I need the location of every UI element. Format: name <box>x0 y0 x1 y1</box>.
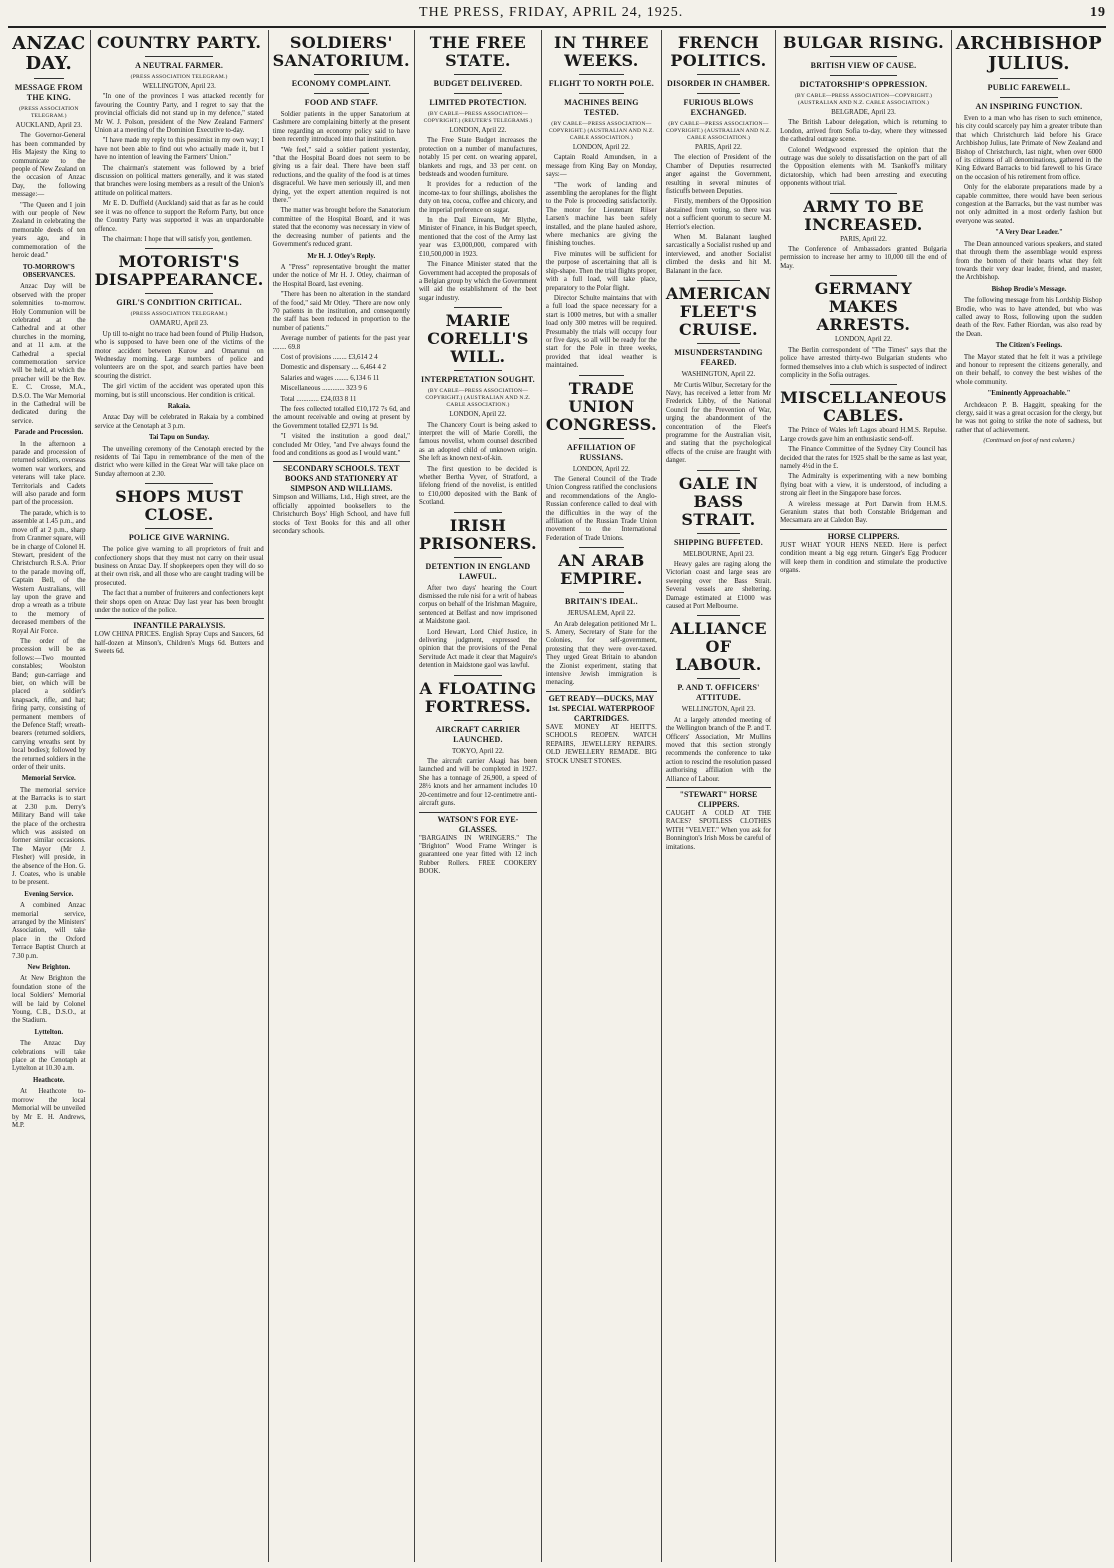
article-paragraph: The Berlin correspondent of "The Times" says that the police have arrested thirty-two Bulgarian students who formed themselves into a club which is suspected of indirect complicity in the Sofia outrages. <box>780 346 947 379</box>
article-paragraph: Only for the elaborate preparations made by a capable committee, there would have been serious congestion at the Barracks, but the vast number was not only admitted in a most orderly fashion but everyone was seated. <box>955 184 1102 225</box>
article-headline: ANZAC DAY. <box>12 33 86 74</box>
ad-text: "BARGAINS IN WRINGERS." The "Brighton" Wood Frame Wringer is guaranteed one year fitted with 12 inch Rubber Rollers. FREE COOKERY BOOK. <box>418 834 537 876</box>
article-headline: MISCELLANEOUS CABLES. <box>780 388 947 426</box>
article-subhead: GIRL'S CONDITION CRITICAL. <box>116 298 242 308</box>
article-paragraph: The fact that a number of fruiterers and confectioners kept their shops open on Anzac Day last year has been brought under the notice of the police. <box>94 590 264 615</box>
article-subhead: FOOD AND STAFF. <box>304 98 378 107</box>
article-body <box>780 347 947 381</box>
headline-rule <box>830 56 897 57</box>
article-body <box>419 422 537 508</box>
article-subhead: BUDGET DELIVERED. <box>433 79 523 88</box>
article-paragraph: "There has been no alteration in the standard of the food," said Mr Otley. "There are now only 70 patients in the institution, and consequently the staff has been reduced in proportion to the number of patients." <box>272 291 410 332</box>
headline-rule <box>145 293 213 294</box>
article-headline: FRENCH POLITICS. <box>670 33 767 70</box>
article-subhead: POLICE GIVE WARNING. <box>128 533 230 543</box>
article-dateline: JERUSALEM, April 22. <box>567 610 636 618</box>
article-dateline: AUCKLAND, April 23. <box>15 122 83 129</box>
article-paragraph: The election of President of the Chamber of Deputies resurrected anger against the Government, resulting in several minutes of fisticuffs between Deputies. <box>665 154 772 196</box>
ad-heading: SECONDARY SCHOOLS. TEXT BOOKS AND STATIONERY AT SIMPSON AND WILLIAMS. <box>283 464 400 494</box>
article-headline: ARMY TO BE INCREASED. <box>803 196 924 234</box>
newspaper-column <box>8 30 91 1562</box>
article-headline: MARIE CORELLI'S WILL. <box>427 311 529 367</box>
article-headline: ALLIANCE OF LABOUR. <box>670 619 767 675</box>
section-subhead: Tai Tapu on Sunday. <box>148 434 210 442</box>
article-body <box>95 93 264 244</box>
article-paragraph: Mr E. D. Duffield (Auckland) said that as far as he could see it was no offence to support the Reform Party, but once the Country Party was supported it was an unpardonable offence. <box>94 200 264 233</box>
article-paragraph: The Anzac Day celebrations will take place at the Cenotaph at Lyttelton at 10.30 a.m. <box>12 1040 86 1073</box>
article-paragraph: The Finance Committee of the Sydney City Council has decided that the rates for 1925 shall be the same as last year, namely 4½d in the £. <box>780 446 947 470</box>
wire-credit: (PRESS ASSOCIATION TELEGRAM.) <box>18 106 79 119</box>
article-paragraph: The parade, which is to assemble at 1.45 p.m., and move off at 2 p.m., sharp from Cranmer square, will be in charge of Colonel H. Stewart, president of the Christchurch R.S.A. Prior to the parade moving off, Captain Bell, of the Western Australians, will lay upon the grave and drop a wreath as a tribute to the memory of deceased members of the Royal Air Force. <box>12 509 86 635</box>
article-paragraph: "In one of the provinces I was attacked recently for favouring the Country Party, and I regret to say that the provincial officials did not stand up in my defence," stated Mr W. J. Polson, president of the New Zealand Farmers' Union at a meeting of the Dominion Executive to-day. <box>94 93 264 135</box>
newspaper-column <box>91 30 269 1562</box>
article-paragraph: Heavy gales are raging along the Victorian coast and large seas are sweeping over the Bass Strait. Several vessels are sheltering. Damage estimated at £1000 was caused at Port Melbourne. <box>665 560 772 610</box>
article-subhead: AN INSPIRING FUNCTION. <box>975 102 1083 111</box>
classified-ad <box>780 529 947 576</box>
article-subhead: DISORDER IN CHAMBER. <box>667 79 770 88</box>
section-rule <box>145 483 213 484</box>
newspaper-column <box>662 30 776 1562</box>
ad-heading: WATSON'S FOR EYE-GLASSES. <box>437 814 519 834</box>
article-headline: SOLDIERS' SANATORIUM. <box>272 33 410 70</box>
article-body <box>666 561 771 611</box>
section-rule <box>454 675 501 676</box>
article-dateline: LONDON, April 22. <box>449 411 507 419</box>
article-paragraph: Miscellaneous ............. 323 9 6 <box>280 385 367 393</box>
headline-rule <box>1000 78 1058 79</box>
section-subhead: Rakaia. <box>167 402 191 410</box>
section-rule <box>830 275 897 276</box>
section-subhead: Parade and Procession. <box>14 429 84 437</box>
article-subhead: FLIGHT TO NORTH POLE. <box>548 79 655 88</box>
article-body <box>273 111 410 458</box>
article-body <box>546 621 657 688</box>
article-dateline: OAMARU, April 23. <box>149 320 209 328</box>
article-paragraph: The unveiling ceremony of the Cenotaph erected by the residents of Tai Tapu in remembrance of the men of the district who were killed in the Great War will take place on Sunday afternoon at 2.30. <box>94 445 264 478</box>
article-paragraph: The fees collected totalled £10,172 7s 6d, and the amount receivable and owing at present by the Government totalled £2,971 1s 9d. <box>272 406 410 430</box>
article-paragraph: At Heathcote to-morrow the local Memorial will be unveiled by Mr E. H. Andrews, M.P. <box>12 1088 86 1129</box>
article-subhead: MESSAGE FROM THE KING. <box>14 83 83 102</box>
article-subhead: AFFILIATION OF RUSSIANS. <box>567 442 636 462</box>
article-subhead: MISUNDERSTANDING FEARED. <box>674 348 763 368</box>
article-paragraph: The chairman's statement was followed by a brief discussion on political matters generally, and it was stated that branches were losing members as a result of the Union's attitude on political matters. <box>94 164 264 197</box>
article-paragraph: Five minutes will be sufficient for the purpose of ascertaining that all is ship-shape. Then the trial flights proper, with a full load, will take place, preparatory to the Polar flight. <box>545 250 657 292</box>
article-paragraph: Colonel Wedgwood expressed the opinion that the outrage was due solely to dissatisfaction on the part of all the Opposition elements with M. Tsankoff's military dictatorship, which had been arresting and executing opponents without trial. <box>780 146 947 188</box>
ad-heading: "STEWART" HORSE CLIPPERS. <box>679 790 758 810</box>
article-paragraph: The Chancery Court is being asked to interpret the will of Marie Corelli, the famous novelist, whom counsel described as an adopted child of unknown origin. She left as known next-of-kin. <box>418 421 537 463</box>
article-paragraph: Anzac Day will be celebrated in Rakaia by a combined service at the Cenotaph at 3 p.m. <box>94 414 264 430</box>
article-body <box>780 119 947 188</box>
article-body <box>546 476 657 543</box>
article-paragraph: At a largely attended meeting of the Wellington branch of the P. and T. Officers' Association, Mr Mullins moved that this section strongly recommends the conference to take action to rescind the resolution passed authorising affiliation with the Alliance of Labour. <box>665 716 772 783</box>
article-paragraph: The Free State Budget increases the protection on a number of manufactures, notably 15 per cent. on wearing apparel, blankets and rugs, and 33 per cent. on bedsteads and wooden furniture. <box>418 137 537 179</box>
article-dateline: MELBOURNE, April 23. <box>683 550 754 558</box>
article-body <box>419 585 537 671</box>
column-grid <box>8 30 1106 1562</box>
article-subhead: ECONOMY COMPLAINT. <box>291 79 391 88</box>
classified-ad <box>95 618 264 656</box>
headline-rule <box>697 74 739 75</box>
article-paragraph: Up till to-night no trace had been found of Philip Hudson, who is supposed to have been one of the victims of the motor accident between Kurow and Omarunui on Wednesday morning. Large numbers of police and volunteers are on the spot, and search parties have been scouring the district. <box>94 330 264 380</box>
article-dateline: LONDON, April 22. <box>572 465 630 473</box>
article-body <box>780 246 947 271</box>
article-paragraph: Domestic and dispensary .... 6,464 4 2 <box>280 364 387 372</box>
section-subhead: TO-MORROW'S OBSERVANCES. <box>22 263 75 279</box>
headline-rule <box>697 678 739 679</box>
article-dateline: TOKYO, April 22. <box>451 747 504 755</box>
wire-credit: (BY CABLE—PRESS ASSOCIATION—COPYRIGHT.) (AUSTRALIAN AND N.Z. CABLE ASSOCIATION.) <box>425 388 531 409</box>
article-paragraph: The chairman: I hope that will satisfy you, gentlemen. <box>102 235 252 243</box>
ad-text: SAVE MONEY AT HEITT'S. SCHOOLS REOPEN. WATCH REPAIRS, JEWELLERY REPAIRS. OLD JEWELLERY REMADE. BIG STOCK UNSET STONES. <box>545 723 657 765</box>
article-paragraph: The General Council of the Trade Union Congress ratified the conclusions and recommendations of the Anglo-Russian conference called to deal with the difficulties in the way of the affiliation of the Russian Trade Union movement to the International Federation of Trade Unions. <box>545 475 657 542</box>
article-subhead: MACHINES BEING TESTED. <box>564 98 639 117</box>
section-rule <box>697 615 739 616</box>
section-subhead: New Brighton. <box>27 964 71 971</box>
article-paragraph: The first question to be decided is whether Bertha Vyver, of Stratford, a lifelong friend of the novelist, is entitled to £10,000 deposited with the Bank of Scotland. <box>418 465 537 507</box>
article-paragraph: In the Dail Eireann, Mr Blythe, Minister of Finance, in his Budget speech, mentioned that the cost of the Army last year was £3,000,000, compared with £10,500,000 in 1923. <box>418 217 537 258</box>
headline-rule <box>34 78 63 79</box>
article-body <box>12 132 86 1130</box>
headline-rule <box>454 720 501 721</box>
article-paragraph: Soldier patients in the upper Sanatorium at Cashmere are complaining bitterly at the present time regarding an economy policy said to have been recently introduced into that institution. <box>272 111 410 144</box>
headline-rule <box>454 74 501 75</box>
article-paragraph: The matter was brought before the Sanatorium committee of the Hospital Board, and it was stated that the economy was necessary in view of the decreasing number of patients and the Government's reduced grant. <box>272 207 410 249</box>
article-body <box>666 154 771 276</box>
article-headline: BULGAR RISING. <box>783 33 944 52</box>
article-headline: MOTORIST'S DISAPPEARANCE. <box>94 252 264 290</box>
article-dateline: WASHINGTON, April 22. <box>681 371 756 379</box>
ad-text: JUST WHAT YOUR HENS NEED. Here is perfect condition meant a big egg return. Ginger's Egg Producer will keep them in condition and stimulate the productive organs. <box>780 541 947 574</box>
section-subhead: Memorial Service. <box>21 775 76 783</box>
masthead <box>8 0 1106 28</box>
article-body <box>95 546 264 615</box>
article-paragraph: Lord Hewart, Lord Chief Justice, in delivering judgment, expressed the opinion that the provisions of the Penal Servitude Act made it clear that Maguire's detention in Maidstone gaol was lawful. <box>418 628 537 670</box>
wire-credit: (BY CABLE—PRESS ASSOCIATION—COPYRIGHT.) (AUSTRALIAN AND N.Z. CABLE ASSOCIATION.) <box>548 121 654 141</box>
article-subhead: FURIOUS BLOWS EXCHANGED. <box>683 98 754 117</box>
section-rule <box>579 547 623 548</box>
article-subhead: PUBLIC FAREWELL. <box>987 83 1071 92</box>
headline-rule <box>145 528 213 529</box>
section-rule <box>454 512 501 513</box>
section-subhead: Lyttelton. <box>34 1028 64 1036</box>
section-rule <box>830 193 897 194</box>
article-paragraph: "We feel," said a soldier patient yesterday, "that the Hospital Board does not seem to be giving us a fair deal. There have been staff reductions, and the quality of the food is at times disgraceful. We have men seriously ill, and men dying, yet the expert attention required is not there." <box>272 146 410 205</box>
headline-rule <box>579 438 623 439</box>
ad-text: Simpson and Williams, Ltd., High street, are the officially appointed booksellers to the Christchurch Boys' High School, and have full stocks of Text Books for this and all other secondary schools. <box>272 494 410 536</box>
headline-rule <box>697 343 739 344</box>
section-subhead: Mr H. J. Otley's Reply. <box>307 252 376 260</box>
section-subhead: Evening Service. <box>24 890 74 898</box>
article-headline: AN ARAB EMPIRE. <box>558 551 645 589</box>
section-subhead: "A Very Dear Leader." <box>995 229 1063 237</box>
headline-rule <box>830 75 897 76</box>
masthead-filler <box>8 5 12 21</box>
article-body <box>666 717 771 784</box>
section-subhead: "Eminently Approachable." <box>987 390 1071 398</box>
article-subhead: SHIPPING BUFFETED. <box>673 537 763 547</box>
headline-rule <box>579 93 623 94</box>
article-paragraph: A "Press" representative brought the matter under the notice of Mr H. J. Otley, chairman of the Hospital Board, last evening. <box>272 263 410 288</box>
article-dateline: LONDON, April 22. <box>449 127 507 134</box>
article-paragraph: Firstly, members of the Opposition abstained from voting, so there was not a sufficient quorum to secure M. Herriot's election. <box>665 198 772 231</box>
article-paragraph: A combined Anzac memorial service, arranged by the Ministers' Association, will take place in the Oxford Terrace Baptist Church at 7.30 p.m. <box>12 902 86 960</box>
section-rule <box>579 375 623 376</box>
article-body <box>546 154 657 370</box>
article-paragraph: After two days' hearing the Court dismissed the rule nisi for a writ of habeas corpus on behalf of the Irishman Maguire, sentenced at Belfast and now imprisoned at Maidstone gaol. <box>418 584 537 626</box>
article-headline: THE FREE STATE. <box>429 33 527 70</box>
article-paragraph: The aircraft carrier Akagi has been launched and will be completed in 1927. She has a tonnage of 26,900, a speed of 28½ knots and her armament includes 10 20-centimetre and four 12-centimetre anti-aircraft guns. <box>418 758 537 808</box>
ad-text: LOW CHINA PRICES. English Spray Cups and Saucers, 6d half-dozen at Minson's, Children's Mugs 6d. Butters and Sweets 6d. <box>94 631 264 656</box>
article-paragraph: The Prince of Wales left Lagos aboard H.M.S. Repulse. Large crowds gave him an enthusiastic send-off. <box>780 427 947 443</box>
article-subhead: BRITAIN'S IDEAL. <box>564 597 638 607</box>
headline-rule <box>145 56 213 57</box>
article-paragraph: "The work of landing and assembling the aeroplanes for the flight to the Pole is proceeding satisfactorily. The motor for Lieutenant Riiser Larsen's machine has been safely installed, and the plane hauled ashore, where mechanics are giving the finishing touches. <box>545 181 657 248</box>
article-paragraph: The Mayor stated that he felt it was a privilege and honour to represent the citizens generally, and on their behalf, to convey the best wishes of the whole community. <box>955 353 1102 386</box>
headline-rule <box>454 557 501 558</box>
classified-ad <box>419 812 537 877</box>
article-paragraph: An Arab delegation petitioned Mr L. S. Amery, Secretary of State for the Colonies, for self-government, protesting that they were over-taxed. They urged Great Britain to abandon the Zionist experiment, stating that intensive Jewish immigration is menacing. <box>545 620 657 687</box>
article-subhead: P. AND T. OFFICERS' ATTITUDE. <box>677 683 760 703</box>
ad-text: CAUGHT A COLD AT THE RACES? SPOTLESS CLOTHES WITH "VELVET." When you ask for Bonnington's Irish Moss be careful of imitations. <box>665 810 772 851</box>
headline-rule <box>579 74 623 75</box>
page-number: 19 <box>1090 5 1106 20</box>
article-dateline: LONDON, April 22. <box>572 144 630 151</box>
article-paragraph: Mr Curtis Wilbur, Secretary for the Navy, has received a letter from Mr Frederick Libby, of the National Council for the Prevention of War, urging the abandonment of the concentration of the Fleet's programme for the Australian visit, and stating that the psychological effects of the cruise are fraught with danger. <box>665 381 772 465</box>
classified-ad <box>546 691 657 766</box>
article-body <box>956 115 1102 435</box>
article-paragraph: A wireless message at Port Darwin from H.M.S. Geranium states that both Constable Bridgeman and Mecsamara are at Caledon Bay. <box>780 500 947 525</box>
article-body <box>95 331 264 480</box>
section-subhead: Heathcote. <box>33 1076 65 1084</box>
article-subhead: DETENTION IN ENGLAND LAWFUL. <box>425 561 531 581</box>
article-subhead: AIRCRAFT CARRIER LAUNCHED. <box>435 724 521 744</box>
newspaper-column <box>776 30 952 1562</box>
article-paragraph: Archdeacon P. B. Haggitt, speaking for the clergy, said it was a great occasion for the clergy, but he was not going to strike the note of sadness, but rather that of achievement. <box>955 401 1102 434</box>
article-subhead: INTERPRETATION SOUGHT. <box>421 375 535 385</box>
newspaper-column <box>952 30 1106 1562</box>
article-paragraph: At New Brighton the foundation stone of the local Soldiers' Memorial will be laid by Colonel Young, C.B., D.S.O., at the Stadium. <box>12 975 86 1025</box>
wire-credit: (BY CABLE—PRESS ASSOCIATION—COPYRIGHT.) (REUTER'S TELEGRAMS.) <box>423 111 533 124</box>
ad-heading: HORSE CLIPPERS. <box>827 531 900 541</box>
article-paragraph: Total ............. £24,033 8 11 <box>280 395 357 403</box>
section-rule <box>697 470 739 471</box>
article-paragraph: Average number of patients for the past year ........ 69.8 <box>272 335 410 351</box>
ad-heading: INFANTILE PARALYSIS. <box>133 621 226 631</box>
section-subhead: Bishop Brodie's Message. <box>991 285 1067 293</box>
article-subhead: DICTATORSHIP'S OPPRESSION. <box>799 80 928 89</box>
article-paragraph: Captain Roald Amundsen, in a message from King Bay on Monday, says:— <box>545 154 657 179</box>
article-subhead: LIMITED PROTECTION. <box>429 98 527 107</box>
headline-rule <box>454 93 501 94</box>
classified-ad <box>273 461 410 536</box>
article-dateline: PARIS, April 22. <box>695 144 742 151</box>
article-paragraph: The following message from his Lordship Bishop Brodie, who was to have attended, but who was called away to Ross, following upon the sudden death of the Rev. Father Riordan, was also read by the Dean. <box>955 297 1102 338</box>
article-body <box>419 758 537 808</box>
article-body <box>780 427 947 525</box>
newspaper-column <box>542 30 662 1562</box>
article-dateline: PARIS, April 22. <box>840 235 887 243</box>
article-paragraph: "I have made my reply to this pessimist in my own way; I have not been able to find out who actually made it, but I have no intention of leaving the Farmers' Union." <box>94 137 264 162</box>
newspaper-column <box>269 30 415 1562</box>
article-headline: IN THREE WEEKS. <box>553 33 649 70</box>
article-headline: IRISH PRISONERS. <box>418 515 537 553</box>
article-paragraph: The Admiralty is experimenting with a new bombing flying boat with a view, it is understood, of including a strong air fleet in the Singapore base forces. <box>780 473 947 498</box>
article-paragraph: The Finance Minister stated that the Government had accepted the proposals of a Belgian group by which the Government will aid the establishment of the beet sugar industry. <box>418 261 537 302</box>
article-headline: ARCHBISHOP JULIUS. <box>955 33 1102 74</box>
wire-credit: (BY CABLE—PRESS ASSOCIATION—COPYRIGHT.) (AUSTRALIAN AND N.Z. CABLE ASSOCIATION.) <box>794 93 933 106</box>
article-subhead: A NEUTRAL FARMER. <box>135 61 224 70</box>
article-paragraph: "I visited the institution a good deal," concluded Mr Otley, "and I've always found the food and conditions as good as I would want." <box>272 433 410 458</box>
article-paragraph: The Conference of Ambassadors granted Bulgaria permission to increase her army to 10,000 till the end of May. <box>780 246 947 270</box>
article-paragraph: Even to a man who has risen to such eminence, his city could scarcely pay him a greater tribute than that which Christchurch laid before his Grace Archbishop Julius, late Primate of New Zealand and Bishop of Christchurch, last night, when over 6000 of its citizens of all denominations, gathered in the King Edward Barracks to bid farewell to his Grace on the occasion of his retirement from office. <box>955 115 1102 181</box>
section-rule <box>454 307 501 308</box>
article-paragraph: Salaries and wages ........ 6,134 6 11 <box>280 374 380 382</box>
headline-rule <box>697 533 739 534</box>
wire-credit: (BY CABLE—PRESS ASSOCIATION—COPYRIGHT.) (AUSTRALIAN AND N.Z. CABLE ASSOCIATION.) <box>665 121 772 141</box>
article-paragraph: Cost of provisions ........ £3,614 2 4 <box>280 353 378 361</box>
article-dateline: WELLINGTON, April 23. <box>142 83 216 90</box>
headline-rule <box>1000 97 1058 98</box>
article-paragraph: Anzac Day will be observed with the proper solemnities to-morrow. Holy Communion will be celebrated at the Cathedral and at other churches in the morning, and at 11 a.m. at the Cathedral a special commemoration service will be held, at which the preacher will be the Rev. E. C. Crosse, M.A., D.S.O. The War Memorial in the Cathedral will be dedicated during the service. <box>12 283 86 425</box>
article-body <box>419 137 537 303</box>
article-headline: SHOPS MUST CLOSE. <box>115 487 244 525</box>
article-dateline: WELLINGTON, April 23. <box>681 706 756 714</box>
headline-rule <box>314 74 369 75</box>
article-headline: GALE IN BASS STRAIT. <box>678 473 759 529</box>
masthead-title: THE PRESS, FRIDAY, APRIL 24, 1925. <box>419 5 684 20</box>
article-paragraph: The Dean announced various speakers, and stated that through them the assemblage would express from the bottom of their hearts what they felt towards their very dear leader, friend, and master, the Archbishop. <box>955 240 1102 282</box>
article-paragraph: The memorial service at the Barracks is to start at 2.30 p.m. Derry's Military Band will take the place of the orchestra which was assisted on former similar occasions. The Mayor (Mr J. Flesher) will preside, in the absence of the Hon. G. J. Coates, who is unable to be present. <box>12 786 86 887</box>
section-rule <box>697 280 739 281</box>
article-headline: COUNTRY PARTY. <box>96 33 262 52</box>
article-dateline: BELGRADE, April 23. <box>831 109 896 116</box>
article-paragraph: It provides for a reduction of the income-tax to four shillings, abolishes the duty on tea, cocoa, coffee and chicory, and the imperial preference on sugar. <box>418 181 537 214</box>
headline-rule <box>454 370 501 371</box>
continuation-note: (Continued on foot of next column.) <box>983 437 1075 445</box>
article-headline: TRADE UNION CONGRESS. <box>545 378 657 434</box>
classified-ad <box>666 787 771 852</box>
article-headline: A FLOATING FORTRESS. <box>419 678 537 716</box>
headline-rule <box>314 93 369 94</box>
section-rule <box>830 384 897 385</box>
headline-rule <box>579 592 623 593</box>
article-paragraph: The girl victim of the accident was operated upon this morning, but is still unconscious. Her condition is critical. <box>94 383 264 399</box>
article-headline: AMERICAN FLEET'S CRUISE. <box>665 284 772 340</box>
article-dateline: LONDON, April 22. <box>834 336 893 344</box>
wire-credit: (PRESS ASSOCIATION TELEGRAM.) <box>130 311 228 318</box>
ad-heading: GET READY—DUCKS, MAY 1st. SPECIAL WATERPROOF CARTRIDGES. <box>548 693 655 723</box>
article-subhead: BRITISH VIEW OF CAUSE. <box>810 61 917 70</box>
wire-credit: (PRESS ASSOCIATION TELEGRAM.) <box>130 74 228 80</box>
section-rule <box>145 248 213 249</box>
article-body <box>666 382 771 466</box>
section-subhead: The Citizen's Feelings. <box>995 342 1063 350</box>
article-paragraph: The order of the procession will be as follows:—Two mounted constables; Woolston Band; gun-carriage and bier, on which will be placed a soldier's knapsack, rifle, and hat; firing party, consisting of permanent members of the Defence Staff; wreath-bearers (returned soldiers, carrying wreaths sent by local bodies); followed by the returned soldiers in the order of their units. <box>12 637 86 772</box>
article-paragraph: In the afternoon a parade and procession of returned soldiers, overseas women war workers, and veterans will take place. Territorials and Cadets will also parade and form part of the procession. <box>12 440 86 507</box>
article-headline: GERMANY MAKES ARRESTS. <box>814 279 913 335</box>
headline-rule <box>697 93 739 94</box>
article-paragraph: "The Queen and I join with our people of New Zealand in celebrating the memorable deeds of ten years ago, and in commemoration of the heroic dead." <box>12 201 86 260</box>
article-paragraph: The British Labour delegation, which is returning to London, arrived from Sofia to-day, where they witnessed the cathedral outrage scene. <box>780 119 947 144</box>
article-paragraph: The police give warning to all proprietors of fruit and confectionery shops that they must not carry on their usual business on Anzac Day. If shopkeepers open they will do so at their own risk, and all those who are caught trading will be prosecuted. <box>94 546 264 587</box>
newspaper-column <box>415 30 542 1562</box>
article-paragraph: The Governor-General has been commanded by His Majesty the King to communicate to the people of New Zealand on the occasion of Anzac Day, the following message:— <box>12 132 86 199</box>
article-paragraph: When M. Balanant laughed sarcastically a Socialist rushed up and interviewed, and another Socialist climbed the desks and hit M. Balanant in the face. <box>665 234 772 275</box>
article-paragraph: Director Schulte maintains that with a full load the space necessary for a start is 1000 metres, but with a smaller load only 300 metres will be required. Presumably the trials will occupy four or five days, so all will be ready for the start for the Pole in three weeks, provided that ideal weather is maintained. <box>545 294 657 370</box>
